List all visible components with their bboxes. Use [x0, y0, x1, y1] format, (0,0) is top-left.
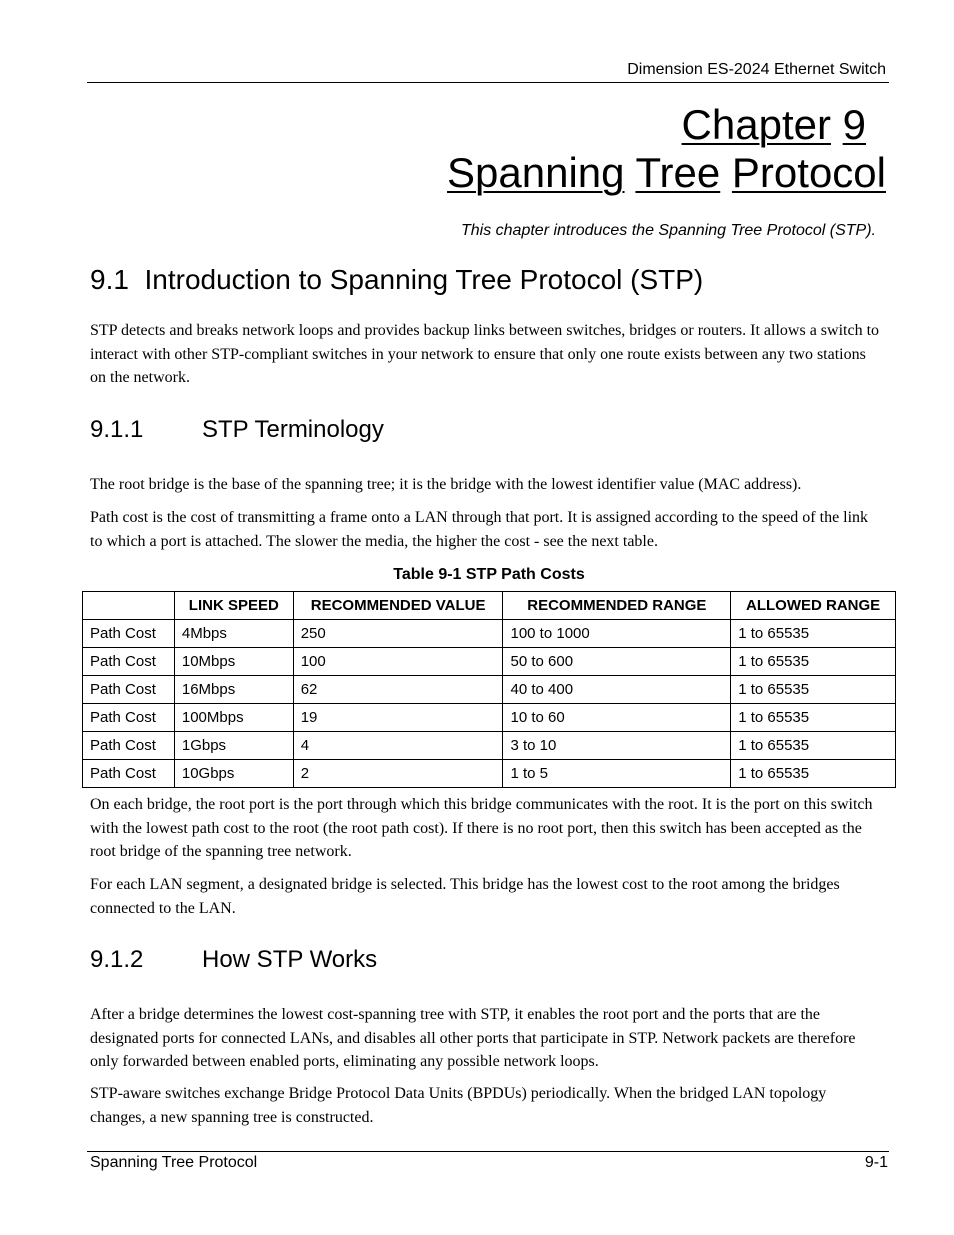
- table-cell: 3 to 10: [503, 732, 731, 760]
- bpdu-paragraph: STP-aware switches exchange Bridge Protocol Data Units (BPDUs) periodically. When the bridged LAN topology changes, a new spanning tree is constructed.: [90, 1085, 827, 1126]
- table-cell: 1 to 65535: [731, 732, 896, 760]
- root-port-paragraph: On each bridge, the root port is the port through which this bridge communicates with the root. It is the port on this switch with the lowest path cost to the root (the root path cost). If there is no root port, then this switch has been accepted as the root bridge of the spanning tree network.: [90, 796, 873, 860]
- footer-chapter-title: Spanning Tree Protocol: [90, 1154, 258, 1171]
- table-cell: 19: [293, 704, 503, 732]
- table-row: [83, 676, 896, 704]
- table-header-cell: RECOMMENDED RANGE: [503, 592, 731, 620]
- table-cell: 1 to 5: [503, 760, 731, 788]
- chapter-label: [447, 101, 866, 149]
- table-cell: 1 to 65535: [731, 620, 896, 648]
- section-heading-9-1: [90, 264, 703, 296]
- table-caption: Table 9-1 STP Path Costs: [393, 566, 585, 583]
- table-cell: 16Mbps: [174, 676, 293, 704]
- chapter-name: [447, 149, 886, 197]
- table-cell: 1 to 65535: [731, 676, 896, 704]
- chapter-intro: This chapter introduces the Spanning Tree Protocol (STP).: [460, 222, 876, 239]
- path-cost-paragraph: Path cost is the cost of transmitting a frame onto a LAN through that port. It is assigned according to the speed of the link to which a port is attached. The slower the media, the higher the cost - see the next table.: [90, 509, 869, 550]
- section-number: 9.1: [90, 264, 129, 295]
- chapter-title-word-1: Spanning: [447, 149, 625, 196]
- table-row: [83, 704, 896, 732]
- chapter-number: 9: [842, 101, 866, 148]
- designated-bridge-paragraph: For each LAN segment, a designated bridge is selected. This bridge has the lowest cost to the root among the bridges connected to the LAN.: [90, 876, 840, 917]
- table-cell: Path Cost: [83, 732, 175, 760]
- chapter-title: [447, 101, 886, 197]
- table-cell: Path Cost: [83, 760, 175, 788]
- table-row: [83, 648, 896, 676]
- running-header: Dimension ES-2024 Ethernet Switch: [627, 61, 886, 78]
- table-header-row: [83, 592, 896, 620]
- page-number: 9-1: [864, 1154, 888, 1171]
- table-cell: 40 to 400: [503, 676, 731, 704]
- table-cell: 2: [293, 760, 503, 788]
- table-header-cell: RECOMMENDED VALUE: [293, 592, 503, 620]
- stp-works-paragraph: After a bridge determines the lowest cost-spanning tree with STP, it enables the root port and the ports that are the designated ports for connected LANs, and disables all other ports that participate in STP. Network packets are therefore only forwarded between enabled ports, eliminating any possible network loops.: [90, 1006, 856, 1070]
- table-cell: 1Gbps: [174, 732, 293, 760]
- chapter-title-word-2: Tree: [635, 149, 721, 196]
- table-cell: 1 to 65535: [731, 648, 896, 676]
- table-row: [83, 620, 896, 648]
- table-header-cell: LINK SPEED: [174, 592, 293, 620]
- subsection-heading-9-1-1: [90, 416, 384, 444]
- stp-path-costs-table: [82, 591, 896, 788]
- table-cell: Path Cost: [83, 648, 175, 676]
- subsection-number: 9.1.2: [90, 946, 144, 973]
- table-cell: 1 to 65535: [731, 760, 896, 788]
- table-cell: 100: [293, 648, 503, 676]
- table-cell: 62: [293, 676, 503, 704]
- intro-paragraph: STP detects and breaks network loops and provides backup links between switches, bridges or routers. It allows a switch to interact with other STP-compliant switches in your network to ensure that only one route exists between any two stations on the network.: [90, 322, 880, 386]
- table-cell: 1 to 65535: [731, 704, 896, 732]
- table-cell: 10Mbps: [174, 648, 293, 676]
- table-header-cell: [83, 592, 175, 620]
- subsection-title: How STP Works: [202, 946, 378, 973]
- table-row: [83, 732, 896, 760]
- footer-rule: [87, 1151, 889, 1152]
- header-rule: [87, 82, 889, 83]
- table-cell: Path Cost: [83, 676, 175, 704]
- subsection-title: STP Terminology: [202, 416, 384, 443]
- table-cell: 4: [293, 732, 503, 760]
- section-title: Introduction to Spanning Tree Protocol (STP): [144, 264, 704, 295]
- table-cell: 50 to 600: [503, 648, 731, 676]
- table-cell: Path Cost: [83, 704, 175, 732]
- table-row: [83, 760, 896, 788]
- table-cell: 4Mbps: [174, 620, 293, 648]
- table-cell: Path Cost: [83, 620, 175, 648]
- chapter-word: Chapter: [681, 101, 831, 148]
- root-bridge-paragraph: The root bridge is the base of the spanning tree; it is the bridge with the lowest identifier value (MAC address).: [90, 476, 802, 493]
- subsection-number: 9.1.1: [90, 416, 144, 443]
- table-cell: 250: [293, 620, 503, 648]
- table-cell: 100Mbps: [174, 704, 293, 732]
- table-header-cell: ALLOWED RANGE: [731, 592, 896, 620]
- table-cell: 10Gbps: [174, 760, 293, 788]
- table-cell: 10 to 60: [503, 704, 731, 732]
- subsection-heading-9-1-2: [90, 946, 377, 974]
- chapter-title-word-3: Protocol: [731, 149, 886, 196]
- table-cell: 100 to 1000: [503, 620, 731, 648]
